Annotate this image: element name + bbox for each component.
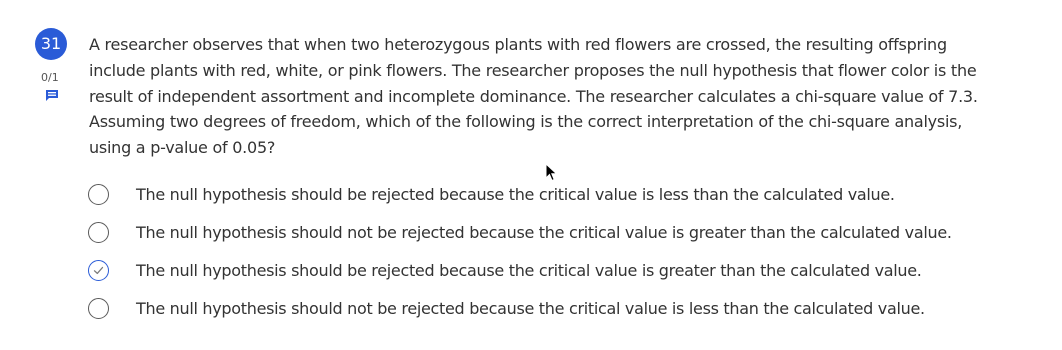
question-score: 0/1: [41, 71, 59, 84]
choice-a-text[interactable]: The null hypothesis should be rejected because the critical value is less than the calculated value.: [136, 185, 895, 204]
question-number-badge: 31: [35, 28, 67, 60]
question-gutter: [0, 0, 88, 350]
choice-a[interactable]: [88, 176, 1048, 214]
choice-b-text[interactable]: The null hypothesis should not be rejected because the critical value is greater than the calculated value.: [136, 223, 952, 242]
radio-button-a[interactable]: [88, 184, 109, 205]
choice-c-text[interactable]: The null hypothesis should be rejected because the critical value is greater than the calculated value.: [136, 261, 922, 280]
choice-d[interactable]: [88, 290, 1048, 328]
checkmark-icon: [92, 264, 105, 277]
radio-button-d[interactable]: [88, 298, 109, 319]
comment-icon[interactable]: [45, 89, 59, 102]
choice-d-text[interactable]: The null hypothesis should not be rejected because the critical value is less than the calculated value.: [136, 299, 925, 318]
choice-b[interactable]: [88, 214, 1048, 252]
mouse-pointer-icon: [545, 163, 558, 182]
radio-button-c-selected[interactable]: [88, 260, 109, 281]
radio-button-b[interactable]: [88, 222, 109, 243]
choice-c[interactable]: [88, 252, 1048, 290]
question-text: A researcher observes that when two heterozygous plants with red flowers are crossed, the resulting offspring include plants with red, white, or pink flowers. The researcher proposes the null hypothesis that flower color is the result of independent assortment and incomplete dominance. The researcher calculates a chi-square value of 7.3. Assuming two degrees of freedom, which of the following is the correct interpretation of the chi-square analysis, using a p-value of 0.05?: [89, 35, 978, 158]
